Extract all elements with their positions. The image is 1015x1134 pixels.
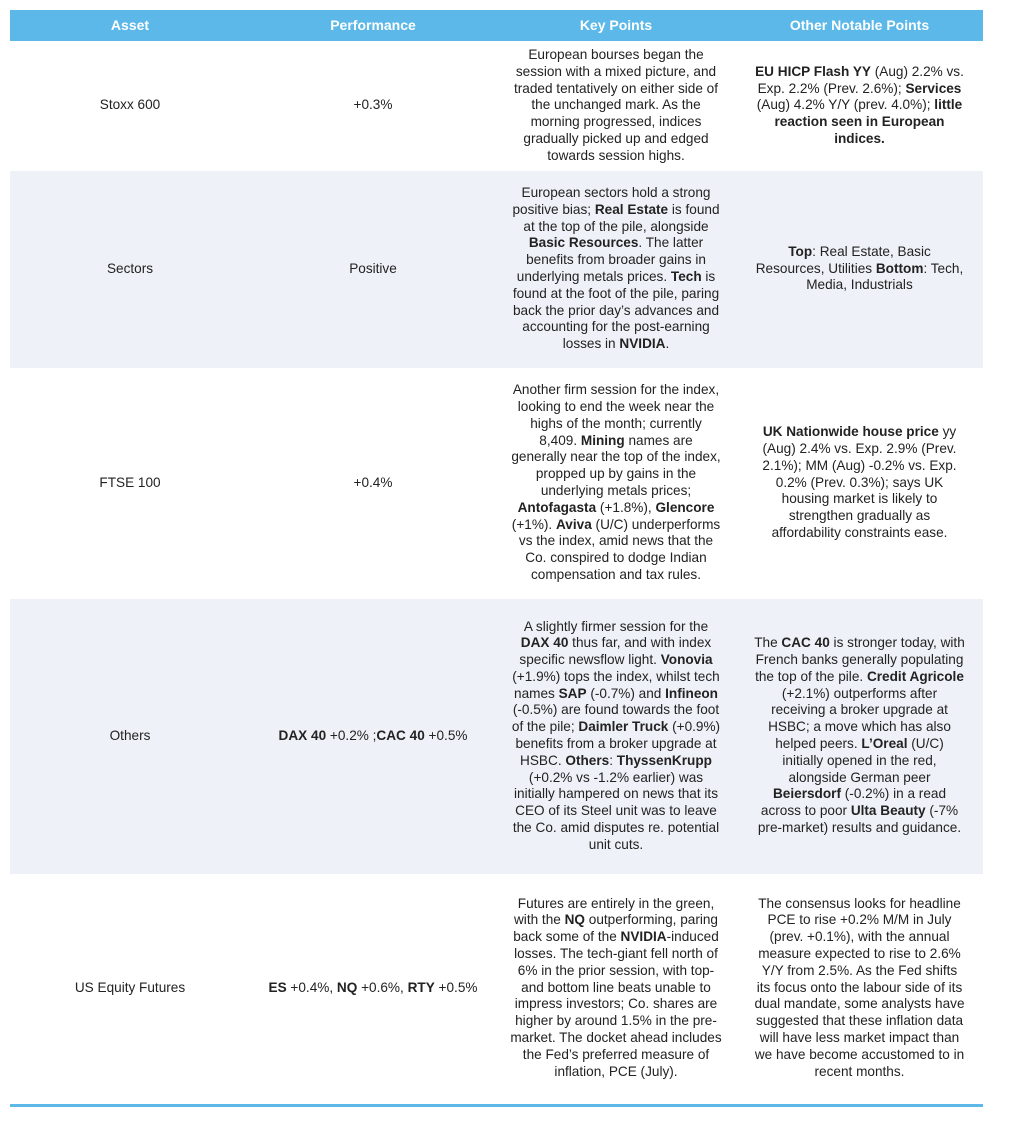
key-points-segment: Tech: [670, 269, 702, 285]
asset-cell: Others: [10, 599, 250, 874]
key-points-segment: thus far, and with index specific newsflow light.: [519, 635, 712, 668]
other-points-segment: little reaction seen in European indices.: [774, 97, 963, 146]
key-points-segment: :: [609, 752, 617, 768]
header-asset: Asset: [10, 10, 250, 41]
key-points-segment: SAP: [558, 685, 587, 701]
asset-cell: Stoxx 600: [99, 97, 161, 113]
key-points-segment: (+1%).: [511, 516, 556, 532]
other-points-segment: EU HICP Flash YY: [755, 63, 871, 79]
table-row: [10, 874, 983, 1103]
performance-cell: [250, 41, 496, 171]
other-points-segment: UK Nationwide house price: [762, 424, 939, 440]
other-points-segment: : Real Estate, Basic Resources, Utilities: [755, 243, 931, 276]
other-points-segment: The consensus looks for headline PCE to rise +0.2% M/M in July (prev. +0.1%), with the annual measure expected to rise to 2.6% Y/Y from 2.5%. As the Fed shifts its focus onto the labour side of its dual mandate, some analysts have suggested that these inflation data will have less market impact than we have become accustomed to in recent months.: [754, 895, 965, 1079]
key-points-segment: (U/C) underperforms vs the index, amid news that the Co. conspired to dodge Indian compensation and tax rules.: [518, 516, 721, 583]
key-points-segment: Infineon: [665, 685, 718, 701]
asset-cell: FTSE 100: [99, 474, 161, 490]
other-points-segment: CAC 40: [781, 635, 830, 651]
performance-segment: +0.2% ;: [326, 727, 377, 743]
key-points-segment: DAX 40: [520, 635, 569, 651]
table-row: [10, 599, 983, 874]
key-points-text: [510, 185, 722, 353]
key-points-segment: (+1.8%),: [596, 499, 656, 515]
key-points-segment: . The latter benefits from broader gains in underlying metals prices.: [516, 235, 706, 285]
other-points-segment: (-0.2%) in a read across to poor: [760, 786, 947, 819]
other-points-segment: (+2.1%) outperforms after receiving a broker upgrade at HSBC; a move which has also helped peers.: [768, 685, 951, 752]
other-points-segment: L’Oreal: [861, 736, 908, 752]
key-points-segment: Futures are entirely in the green, with the: [513, 895, 715, 928]
key-points-segment: Vonovia: [660, 652, 713, 668]
other-points-segment: Ulta Beauty: [850, 803, 926, 819]
key-points-text: [510, 382, 722, 584]
performance-segment: +0.4%,: [286, 979, 337, 995]
performance-segment: NQ: [336, 979, 358, 995]
key-points-segment: NVIDIA: [620, 929, 667, 945]
key-points-segment: -induced losses. The tech-giant fell north of 6% in the prior session, with top- and bottom line beats unable to impress investors; Co. shares are higher by around 1.5% in the pre-market. The docket ahead includes the Fed’s preferred measure of inflation, PCE (July).: [510, 929, 722, 1079]
header-row: [10, 10, 983, 41]
key-points-text: [510, 896, 722, 1081]
performance-segment: +0.5%: [424, 727, 468, 743]
other-points-text: [754, 64, 966, 148]
other-points-text: [754, 635, 966, 837]
other-points-segment: yy (Aug) 2.4% vs. Exp. 2.9% (Prev. 2.1%); MM (Aug) -0.2% vs. Exp. 0.2% (Prev. 0.3%); says UK housing market is likely to strengthen gradually as affordability constraints ease.: [762, 424, 957, 541]
key-points-segment: is found at the top of the pile, alongside: [523, 201, 720, 234]
other-points-cell: [736, 368, 983, 599]
table-row: [10, 171, 983, 368]
key-points-segment: (-0.7%) and: [586, 685, 666, 701]
other-points-text: [754, 896, 966, 1081]
header-other-points: Other Notable Points: [736, 10, 983, 41]
table-bottom-rule: [10, 1104, 983, 1107]
key-points-text: [510, 619, 722, 854]
other-points-cell: [736, 874, 983, 1103]
other-points-segment: Credit Agricole: [866, 668, 964, 684]
other-points-segment: The: [754, 635, 782, 651]
performance-cell: [250, 171, 496, 368]
key-points-segment: ThyssenKrupp: [616, 752, 712, 768]
key-points-segment: outperforming, paring back some of the: [513, 912, 718, 945]
key-points-text: [510, 47, 722, 165]
performance-cell: [250, 599, 496, 874]
performance-segment: +0.5%: [434, 979, 478, 995]
other-points-segment: (U/C) initially opened in the red, alongside German peer: [782, 736, 944, 785]
performance-segment: CAC 40: [376, 727, 425, 743]
key-points-segment: A slightly firmer session for the: [523, 618, 709, 634]
other-points-cell: [736, 171, 983, 368]
key-points-segment: Daimler Truck: [578, 719, 669, 735]
table-row: [10, 368, 983, 599]
key-points-cell: [496, 599, 736, 874]
other-points-segment: is stronger today, with French banks generally populating the top of the pile.: [755, 635, 965, 684]
performance-segment: +0.6%,: [357, 979, 408, 995]
key-points-segment: European bourses began the session with a mixed picture, and traded tentatively on either side of the unchanged mark. As the morning progressed, indices gradually picked up and edged towards session highs.: [513, 47, 719, 163]
key-points-segment: (+1.9%) tops the index, whilst tech names: [512, 668, 720, 701]
other-points-segment: Top: [788, 243, 813, 259]
key-points-segment: Real Estate: [594, 201, 669, 217]
header-key-points: Key Points: [496, 10, 736, 41]
asset-cell: US Equity Futures: [74, 979, 186, 995]
key-points-segment: Aviva: [556, 516, 592, 532]
other-points-text: [754, 244, 966, 294]
key-points-segment: Basic Resources: [528, 235, 639, 251]
other-points-segment: Beiersdorf: [772, 786, 841, 802]
key-points-segment: Another firm session for the index, looking to end the week near the highs of the month; currently 8,409.: [512, 382, 720, 448]
key-points-segment: NQ: [564, 912, 585, 928]
other-points-cell: [736, 41, 983, 171]
performance-segment: DAX 40: [278, 727, 327, 743]
market-table: [10, 10, 983, 1103]
key-points-segment: NVIDIA: [619, 336, 666, 352]
other-points-segment: (Aug) 4.2% Y/Y (prev. 4.0%);: [756, 97, 935, 113]
performance-cell: [250, 368, 496, 599]
other-points-segment: : Tech, Media, Industrials: [806, 260, 964, 293]
key-points-cell: [496, 171, 736, 368]
performance-segment: ES: [268, 979, 287, 995]
key-points-segment: (-0.5%) are found towards the foot of the pile;: [511, 702, 720, 735]
key-points-segment: Mining: [580, 432, 625, 448]
performance-segment: Positive: [349, 260, 397, 276]
key-points-segment: .: [665, 336, 670, 352]
key-points-cell: [496, 874, 736, 1103]
performance-cell: [250, 874, 496, 1103]
other-points-segment: Services: [905, 80, 962, 96]
asset-cell: Sectors: [10, 171, 250, 368]
performance-segment: +0.4%: [353, 474, 393, 490]
other-points-segment: (-7% pre-market) results and guidance.: [757, 803, 962, 836]
performance-segment: +0.3%: [353, 97, 393, 113]
key-points-segment: (+0.9%) benefits from a broker upgrade at HSBC.: [515, 719, 721, 768]
other-points-text: [754, 424, 966, 542]
key-points-segment: European sectors hold a strong positive bias;: [512, 185, 711, 217]
other-points-cell: [736, 599, 983, 874]
performance-segment: RTY: [407, 979, 435, 995]
table-row: [10, 41, 983, 171]
key-points-cell: [496, 41, 736, 171]
key-points-segment: names are generally near the top of the index, propped up by gains in the underlying metals prices;: [511, 432, 721, 499]
other-points-segment: (Aug) 2.2% vs. Exp. 2.2% (Prev. 2.6%);: [757, 63, 964, 96]
key-points-cell: [496, 368, 736, 599]
header-performance: Performance: [250, 10, 496, 41]
key-points-segment: (+0.2% vs -1.2% earlier) was initially hampered on news that its CEO of its Steel unit was to leave the Co. amid disputes re. potential unit cuts.: [512, 769, 720, 852]
key-points-segment: Glencore: [655, 499, 715, 515]
key-points-segment: Antofagasta: [517, 499, 597, 515]
other-points-segment: Bottom: [875, 260, 924, 276]
key-points-segment: Others: [565, 752, 610, 768]
key-points-segment: is found at the foot of the pile, paring back the prior day’s advances and accounting for the post-earning losses in: [512, 269, 720, 352]
